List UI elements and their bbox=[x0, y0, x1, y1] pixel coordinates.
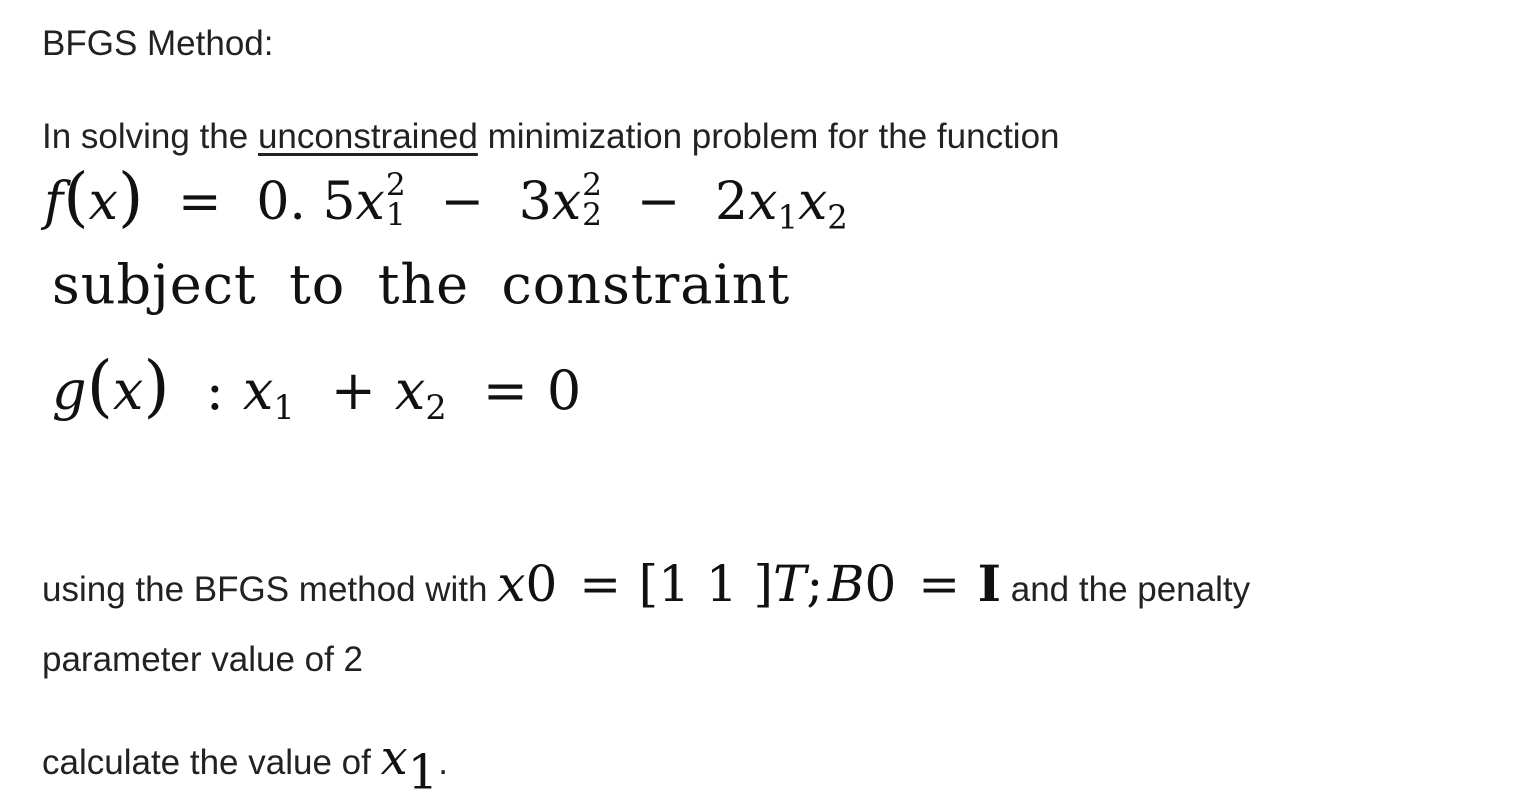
hessian-approx-sub: 0 bbox=[864, 555, 897, 613]
penalty-parameter-line: parameter value of 2 bbox=[42, 640, 364, 679]
close-paren: ) bbox=[117, 160, 144, 235]
minus-sign-2: − bbox=[636, 172, 681, 232]
open-paren: ( bbox=[63, 160, 89, 235]
exponent-1: 2 bbox=[385, 167, 406, 204]
function-equation bbox=[44, 160, 848, 237]
subject-to-line bbox=[52, 253, 790, 316]
intro-text-before: In solving the bbox=[42, 117, 258, 156]
close-paren-g: ) bbox=[143, 346, 170, 425]
constraint-equals: = bbox=[482, 359, 528, 422]
word-the: the bbox=[377, 253, 470, 316]
intro-text-after: minimization problem for the function bbox=[477, 117, 1060, 156]
calc-text: calculate the value of bbox=[42, 743, 381, 782]
target-x: x bbox=[380, 730, 408, 786]
function-symbol: f bbox=[44, 172, 64, 232]
calculate-sentence bbox=[42, 730, 448, 800]
constraint-var-x2: x bbox=[394, 359, 426, 422]
bfgs-equals-1: = bbox=[579, 555, 622, 613]
target-sub: 1 bbox=[407, 744, 439, 800]
variable-x1: x bbox=[355, 172, 385, 232]
constraint-equation bbox=[52, 346, 581, 427]
initial-point-x: x bbox=[497, 555, 526, 613]
subscript-cross-1: 1 bbox=[777, 198, 798, 237]
function-arg: x bbox=[88, 172, 118, 232]
subscript-2: 2 bbox=[582, 196, 602, 233]
word-constraint: constraint bbox=[501, 253, 791, 316]
constraint-arg: x bbox=[112, 359, 144, 422]
word-to: to bbox=[289, 253, 346, 316]
colon-sign: : bbox=[205, 359, 224, 422]
subscript-1: 1 bbox=[385, 196, 406, 233]
bfgs-text-before: using the BFGS method with bbox=[42, 570, 498, 609]
intro-sentence bbox=[42, 117, 1060, 157]
equals-sign: = bbox=[178, 172, 222, 232]
transpose-symbol: T bbox=[773, 555, 807, 613]
open-paren-g: ( bbox=[86, 346, 113, 425]
constraint-sub-1: 1 bbox=[273, 388, 295, 428]
semicolon: ; bbox=[806, 555, 824, 613]
page-heading: BFGS Method: bbox=[42, 24, 274, 63]
initial-vector: [1 1 ] bbox=[638, 555, 774, 613]
plus-sign: + bbox=[330, 359, 376, 422]
variable-x1-cross: x bbox=[748, 172, 778, 232]
coefficient-2: 3 bbox=[518, 172, 552, 232]
intro-underlined-word: unconstrained bbox=[257, 117, 478, 156]
bfgs-sentence bbox=[42, 554, 1250, 613]
constraint-symbol: g bbox=[52, 359, 87, 422]
constraint-var-x1: x bbox=[242, 359, 274, 422]
supsub-1 bbox=[385, 167, 406, 233]
constraint-rhs: 0 bbox=[546, 359, 582, 422]
variable-x2-cross: x bbox=[797, 172, 828, 232]
word-subject: subject bbox=[52, 253, 257, 316]
hessian-approx-B: B bbox=[827, 555, 865, 613]
subscript-cross-2: 2 bbox=[827, 198, 848, 237]
supsub-2 bbox=[582, 167, 602, 233]
coefficient-1: 0. 5 bbox=[256, 172, 356, 232]
bfgs-text-after: and the penalty bbox=[1001, 570, 1251, 609]
identity-matrix: I bbox=[977, 554, 1002, 613]
initial-point-sub: 0 bbox=[525, 555, 558, 613]
calc-period: . bbox=[438, 743, 448, 782]
variable-x2: x bbox=[551, 172, 582, 232]
minus-sign-1: − bbox=[440, 172, 485, 232]
coefficient-3: 2 bbox=[715, 172, 749, 232]
constraint-sub-2: 2 bbox=[425, 388, 447, 428]
bfgs-equals-2: = bbox=[918, 555, 961, 613]
exponent-2: 2 bbox=[582, 167, 602, 204]
